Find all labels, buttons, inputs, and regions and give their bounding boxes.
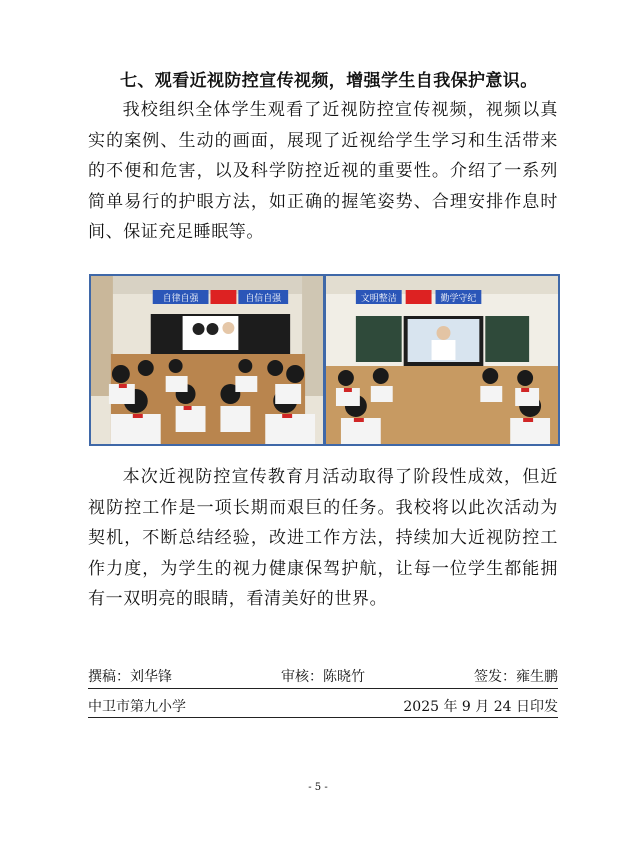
- photo-strip: [89, 274, 560, 446]
- paragraph-1-text: 我校组织全体学生观看了近视防控宣传视频，视频以真实的案例、生动的画面，展现了近视给学生学习和生活带来的不便和危害，以及科学防控近视的重要性。介绍了一系列简单易行的护眼方法，如正确的握笔姿势、合理安排作息时间、保证充足睡眠等。: [88, 100, 558, 242]
- paragraph-1: [88, 95, 558, 248]
- section-heading: 七、观看近视防控宣传视频，增强学生自我保护意识。: [120, 71, 538, 91]
- issuer: 签发：雍生鹏: [474, 669, 558, 685]
- classroom-photo-left: [91, 276, 323, 444]
- divider-1: [88, 688, 558, 689]
- page-number: - 5 -: [308, 782, 328, 793]
- footer-signoff-row: [88, 666, 558, 686]
- classroom-photo-right: [326, 276, 558, 444]
- banner-text-left-2: 自信自强: [245, 293, 282, 305]
- author: 撰稿：刘华锋: [88, 669, 172, 685]
- banner-text-right-2: 勤学守纪: [440, 293, 477, 305]
- footer-school-row: [88, 696, 558, 716]
- divider-2: [88, 717, 558, 718]
- issue-date: 2025 年 9 月 24 日印发: [403, 699, 558, 715]
- paragraph-2: [88, 462, 558, 615]
- banner-text-left-1: 自律自强: [162, 293, 199, 305]
- banner-text-right-1: 文明整洁: [360, 293, 397, 305]
- paragraph-2-text: 本次近视防控宣传教育月活动取得了阶段性成效，但近视防控工作是一项长期而艰巨的任务。我校将以此次活动为契机，不断总结经验，改进工作方法，持续加大近视防控工作力度，为学生的视力健康保驾护航，让每一位学生都能拥有一双明亮的眼睛，看清美好的世界。: [88, 467, 558, 609]
- school-name: 中卫市第九小学: [88, 699, 186, 715]
- reviewer: 审核：陈晓竹: [281, 669, 365, 685]
